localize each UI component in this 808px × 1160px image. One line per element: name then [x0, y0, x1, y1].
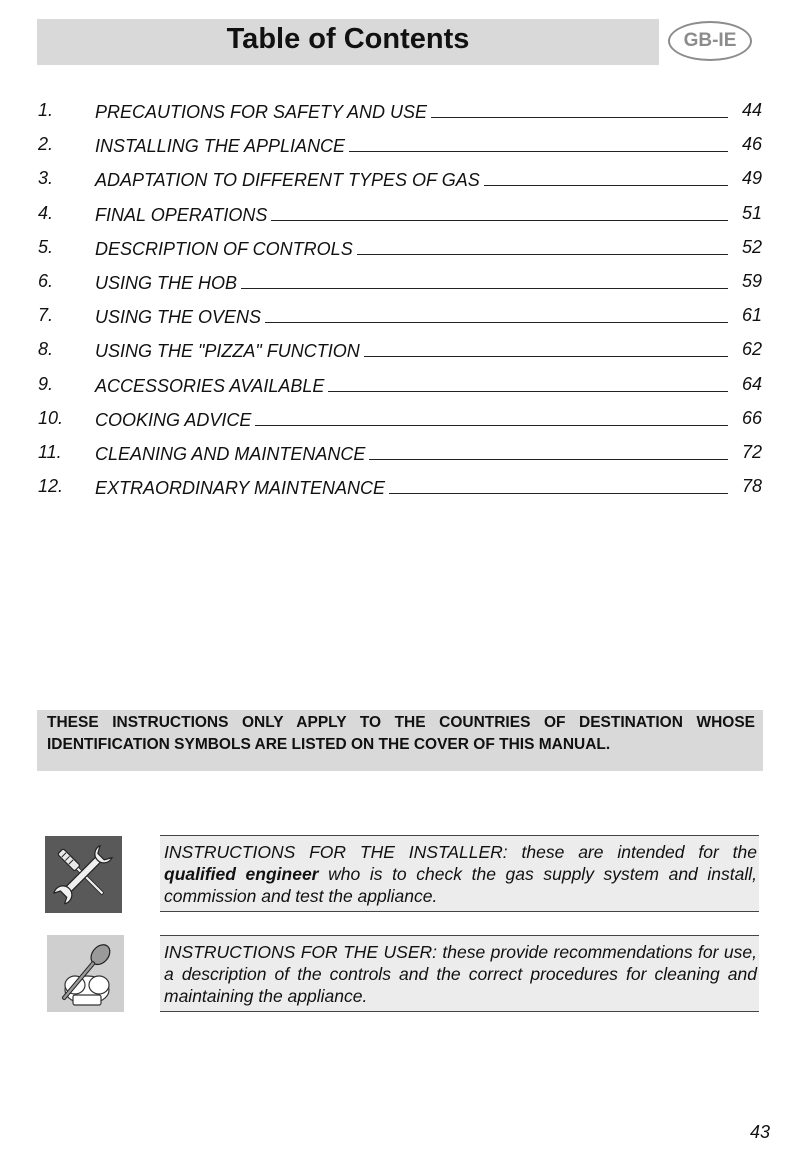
toc-entry-leader: [95, 270, 728, 294]
toc-leader-line: [364, 338, 728, 357]
toc-leader-line: [265, 304, 728, 323]
toc-entry: [0, 441, 808, 475]
toc-entry-title: EXTRAORDINARY MAINTENANCE: [95, 478, 386, 499]
toc-entry-page: 66: [741, 407, 762, 428]
toc-entry-page: 46: [741, 134, 762, 155]
user-instructions: INSTRUCTIONS FOR THE USER: these provide recommendations for use, a description of the controls and the correct procedures for cleaning and maintaining the appliance.: [160, 935, 759, 1012]
toc-entry-number: 7.: [38, 305, 54, 326]
toc-entry-page: 61: [741, 305, 762, 326]
toc-entry-title: USING THE OVENS: [95, 307, 262, 328]
chef-spoon-icon: [47, 935, 124, 1012]
toc-entry: [0, 133, 808, 167]
toc-entry-page: 62: [741, 339, 762, 360]
toc-leader-line: [431, 99, 728, 118]
installer-instructions: [160, 835, 759, 912]
toc-entry-leader: [95, 133, 728, 157]
toc-entry-title: PRECAUTIONS FOR SAFETY AND USE: [95, 102, 428, 122]
toc-leader-line: [369, 441, 728, 460]
toc-entry-leader: [95, 441, 728, 465]
toc-entry-title: ACCESSORIES AVAILABLE: [95, 375, 325, 396]
toc-entry-page: 44: [741, 100, 762, 120]
page-title: Table of Contents: [226, 23, 470, 55]
toc-entry-number: 6.: [38, 270, 54, 291]
toc-leader-line: [349, 133, 728, 152]
title-bar: [37, 19, 659, 65]
toc-entry-title: COOKING ADVICE: [95, 409, 252, 430]
toc-leader-line: [389, 475, 728, 494]
toc-leader-line: [255, 407, 728, 426]
installer-text-start: INSTRUCTIONS FOR THE INSTALLER: these are intended for the: [164, 842, 757, 862]
toc-entry: [0, 304, 808, 338]
toc-entry-number: 5.: [38, 236, 54, 257]
toc-entry: [0, 236, 808, 270]
toc-entry-title: CLEANING AND MAINTENANCE: [95, 443, 366, 464]
toc-entry-leader: [95, 338, 728, 362]
toc-entry-number: 4.: [38, 202, 54, 223]
toc-entry: [0, 167, 808, 201]
toc-entry-leader: [95, 167, 728, 191]
toc-entry: [0, 270, 808, 304]
toc-entry-title: ADAPTATION TO DIFFERENT TYPES OF GAS: [95, 170, 480, 191]
toc-entry-leader: [95, 475, 728, 499]
toc-entry-number: 12.: [38, 476, 64, 497]
toc-entry-leader: [95, 236, 728, 260]
toc-entry-page: 51: [741, 202, 762, 223]
table-of-contents: [0, 99, 808, 509]
toc-entry-page: 49: [741, 168, 762, 189]
toc-leader-line: [241, 270, 728, 289]
toc-entry-title: INSTALLING THE APPLIANCE: [95, 136, 346, 157]
country-badge: GB-IE: [668, 21, 752, 61]
toc-entry-page: 64: [741, 373, 762, 394]
toc-entry-leader: [95, 99, 728, 123]
toc-entry-number: 3.: [38, 168, 54, 189]
toc-entry-number: 10.: [38, 407, 64, 428]
toc-leader-line: [484, 167, 728, 186]
toc-entry-number: 2.: [38, 134, 54, 155]
toc-entry: [0, 475, 808, 509]
toc-entry-page: 78: [741, 476, 762, 497]
toc-entry-number: 9.: [38, 373, 54, 394]
toc-entry-number: 1.: [38, 100, 54, 120]
toc-entry-page: 52: [741, 236, 762, 257]
toc-entry-leader: [95, 407, 728, 431]
toc-entry-leader: [95, 373, 728, 397]
toc-entry-title: USING THE "PIZZA" FUNCTION: [95, 341, 360, 362]
toc-entry-number: 11.: [38, 441, 62, 462]
toc-entry-leader: [95, 304, 728, 328]
toc-entry-page: 59: [741, 270, 762, 291]
toc-entry-title: FINAL OPERATIONS: [95, 204, 268, 225]
toc-entry: [0, 407, 808, 441]
toc-entry: [0, 338, 808, 372]
page-number: 43: [749, 1122, 770, 1142]
toc-leader-line: [357, 236, 728, 255]
wrench-screwdriver-icon: [45, 836, 122, 913]
toc-entry-number: 8.: [38, 339, 54, 360]
toc-entry-title: USING THE HOB: [95, 272, 238, 293]
toc-entry: [0, 99, 808, 133]
toc-entry: [0, 373, 808, 407]
toc-leader-line: [328, 373, 728, 392]
toc-leader-line: [271, 202, 728, 221]
toc-entry-title: DESCRIPTION OF CONTROLS: [95, 238, 353, 259]
toc-entry-leader: [95, 202, 728, 226]
toc-entry-page: 72: [741, 441, 762, 462]
installer-text-end: who is to check the gas supply system and install, commission and test the appliance.: [164, 864, 757, 906]
installer-text-bold: qualified engineer: [164, 864, 319, 884]
destination-notice: THESE INSTRUCTIONS ONLY APPLY TO THE COUNTRIES OF DESTINATION WHOSE IDENTIFICATION SYMBOLS ARE LISTED ON THE COVER OF THIS MANUAL.: [37, 710, 763, 771]
toc-entry: [0, 202, 808, 236]
